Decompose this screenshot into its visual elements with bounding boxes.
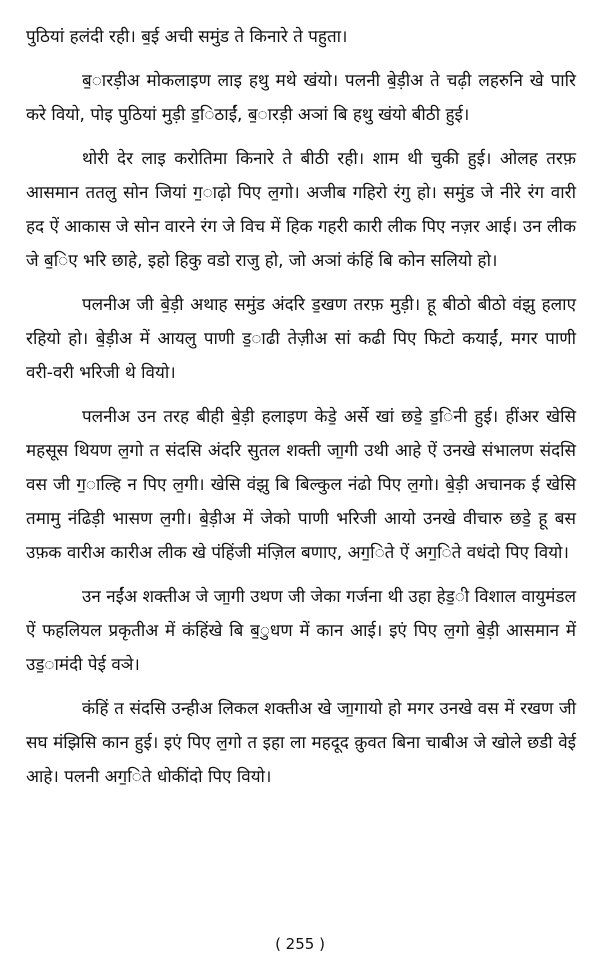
paragraph-7: कंहिं त संदसि उन्हीअ लिकल शक्तीअ खे जा॒गायो हो मगर उनखे वस में रखण जी सघ मंझिसि कान हुई। इएं पिए ल॒गो त इहा ला महदूद क़ुवत बिना चाबीअ जे खोले छडी वेई आहे। पलनी अग॒िते धोकींदो पिए वियो। xyxy=(26,699,576,787)
page-number: ( 255 ) xyxy=(275,935,325,953)
paragraph-6: उन नईंअ शक्तीअ जे जा॒गी उथण जी जेका गर्जना थी उहा हेड॒ी विशाल वायुमंडल ऐं फहलियल प्रकृतीअ में कंहिंखे बि ब॒ुधण में कान आई। इएं पिए ल॒गो बे॒ड़ी आसमान में उड॒ामंदी पेई वञे। xyxy=(26,587,576,675)
paragraph-3: थोरी देर लाइ करोतिमा किनारे ते बीठी रही। शाम थी चुकी हुई। ओलह तरफ़ आसमान ततलु सोन जियां ग॒ाढ़ो पिए ल॒गो। अजीब गहिरो रंगु हो। समुंड जे नीरे रंग वारी हद ऐं आकास जे सोन वारने रंग जे विच में हिक गहरी कारी लीक पिए नज़र आई। उन लीक जे ब॒िए भरि छाहे, इहो हिकु वडो राजु हो, जो अञां कंहिं बि कोन सलियो हो। xyxy=(26,149,576,271)
paragraph-5: पलनीअ उन तरह बीही बे॒ड़ी हलाइण केडे॒ अर्से खां छडे॒ ड॒िनी हुई। हींअर खेसि महसूस थियण ल॒गो त संदसि अंदरि सुतल शक्ती जा॒गी उथी आहे ऐं उनखे संभालण संदसि वस जी ग॒ाल्हि न पिए ल॒गी। खेसि वंझु बि बिल्कुल नंढो पिए ल॒गो। बे॒ड़ी अचानक ई खेसि तमामु नंढिड़ी भासण ल॒गी। बे॒ड़ीअ में जेको पाणी भरिजी आयो उनखे वीचारु छडे॒ हू बस उफ़क वारीअ कारीअ लीक खे पंहिंजी मंज़िल बणाए, अग॒िते ऐं अग॒िते वधंदो पिए वियो। xyxy=(26,407,576,563)
page-body xyxy=(26,20,576,804)
paragraph-2: ब॒ारड़ीअ मोकलाइण लाइ हथु मथे खंयो। पलनी बे॒ड़ीअ ते चढ़ी लहरुनि खे पारि करे वियो, पोइ पुठियां मुड़ी ड॒िठाईं, ब॒ारड़ी अञां बि हथु खंयो बीठी हुई। xyxy=(26,71,576,125)
paragraph-4: पलनीअ जी बे॒ड़ी अथाह समुंड अंदरि ड॒खण तरफ़ मुड़ी। हू बीठो बीठो वंझु हलाए रहियो हो। बे॒ड़ीअ में आयलु पाणी ड॒ाढी तेज़ीअ सां कढी पिए फिटो कयाईं, मगर पाणी वरी-वरी भरिजी थे वियो। xyxy=(26,295,576,383)
paragraph-1: पुठियां हलंदी रही। ब॒ई अची समुंड ते किनारे ते पहुता। xyxy=(26,27,348,47)
